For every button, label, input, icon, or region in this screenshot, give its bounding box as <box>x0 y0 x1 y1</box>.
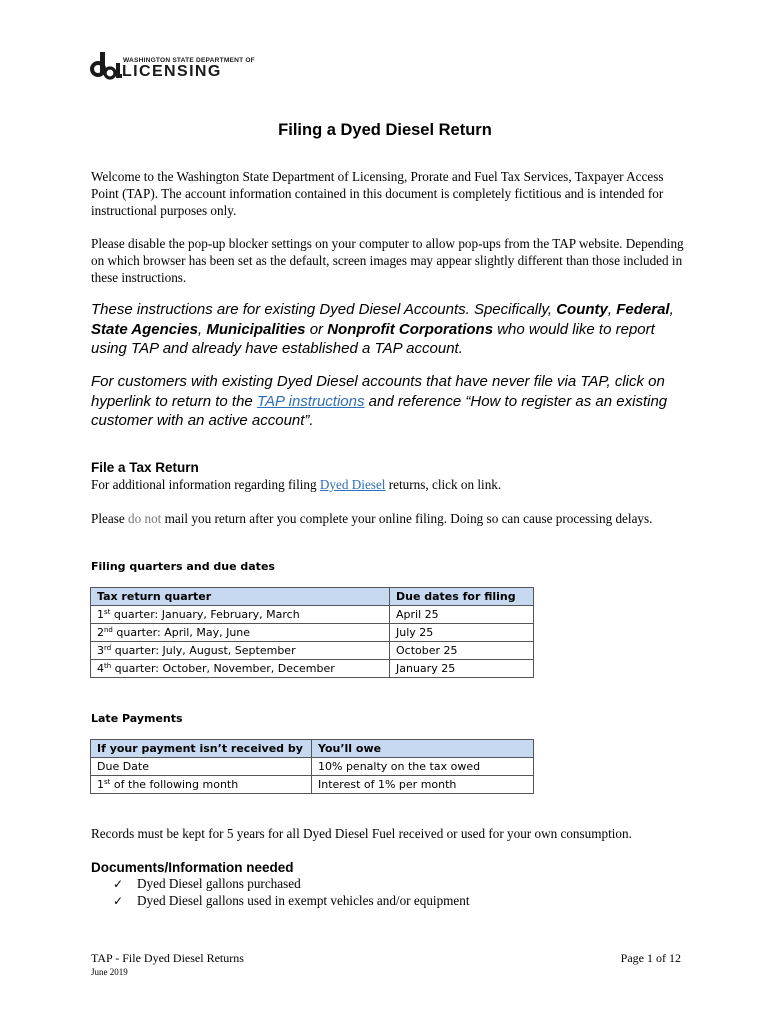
mail-text-end: mail you return after you complete your online filing. Doing so can cause processing delays. <box>161 511 653 526</box>
quarter-cell <box>91 642 390 660</box>
owe-cell: Interest of 1% per month <box>312 776 534 794</box>
notice-county: County <box>556 301 608 318</box>
list-item <box>113 893 470 909</box>
footer-title: TAP - File Dyed Diesel Returns <box>91 951 244 965</box>
quarter-sup: nd <box>104 626 113 634</box>
notice-nonprofit: Nonprofit Corporations <box>327 320 494 338</box>
col-you-owe: You’ll owe <box>312 740 534 758</box>
table-row <box>91 624 534 642</box>
quarter-sup: rd <box>104 644 112 652</box>
do-not-text: do not <box>128 511 162 526</box>
do-not-mail-paragraph <box>91 510 671 527</box>
additional-info-paragraph <box>91 477 501 493</box>
ordinal-sup: st <box>104 778 111 786</box>
quarter-num: 4 <box>97 662 104 675</box>
due-date-cell: January 25 <box>390 660 534 678</box>
quarter-label: quarter: July, August, September <box>111 644 296 657</box>
col-payment-received-by: If your payment isn’t received by <box>91 740 312 758</box>
notice-sep: or <box>305 320 328 338</box>
table-header-row <box>91 740 534 758</box>
quarter-sup: th <box>104 662 112 670</box>
notice-state-agencies: State Agencies <box>91 320 198 338</box>
popup-blocker-paragraph: Please disable the pop-up blocker settings on your computer to allow pop-ups from the TAP website. Depending on which browser has been set as the default, screen images may appear slightly different than those included in these instructions. <box>91 236 684 285</box>
due-date-cell: July 25 <box>390 624 534 642</box>
file-tax-return-heading: File a Tax Return <box>91 460 199 475</box>
info-text: For additional information regarding filing <box>91 477 320 492</box>
notice2-text: For customers with existing Dyed Diesel accounts that have never file via TAP, click on hyperlink to return to the <box>91 373 665 410</box>
existing-accounts-notice <box>91 300 691 359</box>
notice2-text-end: and reference “How to register as an existing customer with an active account”. <box>91 392 668 429</box>
page-number: Page 1 of 12 <box>620 951 681 965</box>
logo-agency-line: WASHINGTON STATE DEPARTMENT OF <box>123 57 255 64</box>
notice-text: These instructions are for existing Dyed Diesel Accounts. Specifically, <box>91 301 557 318</box>
late-payments-table <box>90 739 534 794</box>
checkmark-icon: ✓ <box>113 894 124 908</box>
list-item-label: Dyed Diesel gallons used in exempt vehicles and/or equipment <box>137 893 470 908</box>
list-item-label: Dyed Diesel gallons purchased <box>137 876 301 891</box>
never-filed-notice <box>91 372 691 431</box>
logo-licensing-text: LICENSING <box>122 63 222 80</box>
ordinal-num: 1 <box>97 778 104 791</box>
notice-sep: , <box>607 301 617 318</box>
quarter-label: quarter: January, February, March <box>110 608 300 621</box>
received-by-cell: Due Date <box>91 758 312 776</box>
intro-paragraph: Welcome to the Washington State Department of Licensing, Prorate and Fuel Tax Services, Taxpayer Access Point (TAP). The account information contained in this document is completely fictitious and is intended for instructional purposes only. <box>91 169 664 218</box>
quarter-cell <box>91 624 390 642</box>
dol-logo-icon <box>90 52 122 82</box>
quarter-label: quarter: October, November, December <box>111 662 335 675</box>
col-due-dates: Due dates for filing <box>390 588 534 606</box>
list-item <box>113 876 301 892</box>
documents-needed-heading: Documents/Information needed <box>91 860 294 875</box>
table-row <box>91 758 534 776</box>
tap-instructions-link[interactable]: TAP instructions <box>256 392 365 410</box>
notice-sep: , <box>669 301 674 318</box>
page-title: Filing a Dyed Diesel Return <box>278 121 492 139</box>
received-by-cell <box>91 776 312 794</box>
footer-date: June 2019 <box>91 967 128 977</box>
quarter-cell <box>91 606 390 624</box>
quarter-label: quarter: April, May, June <box>112 626 251 639</box>
dol-logo <box>90 52 255 82</box>
quarter-sup: st <box>104 608 111 616</box>
late-payments-heading: Late Payments <box>91 712 183 725</box>
quarter-num: 2 <box>97 626 104 639</box>
checkmark-icon: ✓ <box>113 877 124 891</box>
notice-municipalities: Municipalities <box>206 320 306 338</box>
table-row <box>91 776 534 794</box>
quarter-num: 3 <box>97 644 104 657</box>
table-row <box>91 660 534 678</box>
notice-sep: , <box>198 320 207 338</box>
filing-quarters-heading: Filing quarters and due dates <box>91 560 275 573</box>
quarter-num: 1 <box>97 608 104 621</box>
table-row <box>91 606 534 624</box>
info-text-end: returns, click on link. <box>385 477 502 492</box>
received-by-label: of the following month <box>110 778 239 791</box>
owe-cell: 10% penalty on the tax owed <box>312 758 534 776</box>
dyed-diesel-link[interactable]: Dyed Diesel <box>319 477 386 492</box>
table-row <box>91 642 534 660</box>
table-header-row <box>91 588 534 606</box>
quarter-cell <box>91 660 390 678</box>
records-paragraph: Records must be kept for 5 years for all Dyed Diesel Fuel received or used for your own consumption. <box>91 826 632 841</box>
due-date-cell: April 25 <box>390 606 534 624</box>
mail-text: Please <box>91 511 128 526</box>
due-date-cell: October 25 <box>390 642 534 660</box>
col-tax-return-quarter: Tax return quarter <box>91 588 390 606</box>
filing-quarters-table <box>90 587 534 678</box>
notice-text-end: who would like to report using TAP and already have established a TAP account. <box>91 320 655 357</box>
notice-federal: Federal <box>616 301 670 318</box>
